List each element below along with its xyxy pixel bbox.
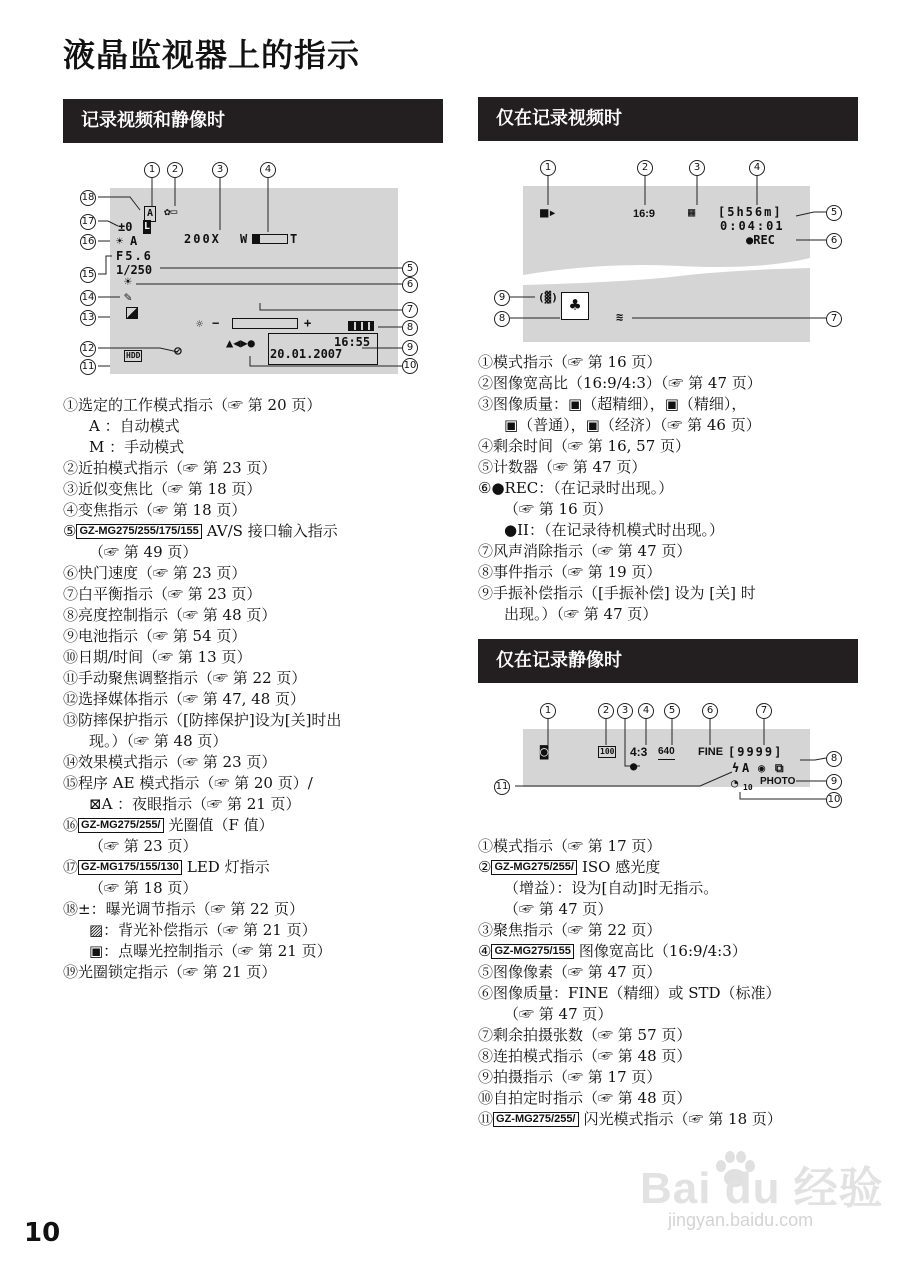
callout-18: 18 [80,190,96,206]
callout-2: 2 [167,162,183,178]
item-text: ▣（普通），▣（经济）（☞ 第 46 页） [504,416,761,434]
item-number: ② [478,374,494,392]
list-item [478,394,762,415]
item-text: （☞ 第 47 页） [504,900,613,918]
item-number: ④ [478,942,492,960]
model-tag: GZ-MG275/155 [491,944,573,959]
item-number: ⑨ [478,584,494,602]
item-number: ⑩ [63,648,79,666]
item-number: ⑤ [478,458,494,476]
callout-7: 7 [826,311,842,327]
list-item [63,773,341,794]
list-item [63,920,341,941]
watermark-url: jingyan.baidu.com [668,1210,814,1230]
item-text: 电池指示（☞ 第 54 页） [78,627,247,645]
drop-guard-icon [126,307,138,319]
list-item [478,520,762,541]
item-text: 白平衡指示（☞ 第 23 页） [78,585,262,603]
item-text: 现。）（☞ 第 48 页） [89,732,228,750]
event-icon: ♣ [561,292,589,320]
item-number: ⑥ [63,564,79,582]
callout-2: 2 [637,160,653,176]
item-text: 变焦指示（☞ 第 18 页） [78,501,247,519]
section-header-still-only: 仅在记录静像时 [478,639,858,683]
list-item [63,731,341,752]
item-number: ④ [63,501,79,519]
self-timer-value: 10 [743,783,753,792]
callout-5: 5 [664,703,680,719]
item-number: ⑲ [63,963,79,981]
list-item [478,1067,782,1088]
callout-2: 2 [598,703,614,719]
list-item [478,1025,782,1046]
image-stabilizer-icon: (▓) [538,291,558,304]
item-text: 手动聚焦调整指示（☞ 第 22 页） [78,669,307,687]
item-number: ① [478,353,494,371]
item-text: 选择媒体指示（☞ 第 47, 48 页） [78,690,306,708]
rec-indicator: ●REC [746,233,775,247]
callout-8: 8 [494,311,510,327]
item-number: ② [478,858,492,876]
callout-4: 4 [749,160,765,176]
battery-icon [348,321,374,331]
aspect-ratio: 4:3 [630,745,648,759]
date-time-box [268,333,378,365]
quality-fine: FINE [698,746,724,758]
list-item [478,1088,782,1109]
item-number: ⑦ [478,1026,494,1044]
white-balance-icon: ☀ [124,275,132,290]
callout-3: 3 [212,162,228,178]
remaining-shots: [9999] [728,745,784,759]
brightness-plus: + [304,316,312,330]
item-number: ② [63,459,79,477]
item-text: 剩余拍摄张数（☞ 第 57 页） [493,1026,692,1044]
item-text: 拍摄指示（☞ 第 17 页） [493,1068,662,1086]
callout-7: 7 [756,703,772,719]
effect-mode-icon: ✎ [124,290,132,305]
list-item [478,604,762,625]
list-item [63,647,341,668]
callout-3: 3 [617,703,633,719]
item-text: 图像质量：FINE（精细）或 STD（标准） [493,984,781,1002]
item-text: LED 灯指示 [186,858,270,876]
item-text: 计数器（☞ 第 47 页） [493,458,647,476]
section-header-video-only: 仅在记录视频时 [478,97,858,141]
night-eye-label: A [130,234,138,248]
item-number: ⑦ [478,542,494,560]
item-text: 效果模式指示（☞ 第 23 页） [78,753,277,771]
video-mode-icon: ■▸ [540,205,557,221]
item-text: （增益）：设为[自动]时无指示。 [504,879,719,897]
list-item [63,542,341,563]
list-item [478,352,762,373]
list-item [478,562,762,583]
hdd-icon: HDD [126,351,141,360]
list-item [63,752,341,773]
aperture-value: F5.6 [116,249,153,263]
flash-icon: ϟ [732,761,740,775]
callout-9: 9 [402,340,418,356]
item-number: ⑪ [478,1110,494,1128]
list-item [63,899,341,920]
callout-7: 7 [402,302,418,318]
exposure-value: ±0 [118,220,133,234]
list-item [63,416,341,437]
auto-mode-icon: A [144,206,156,222]
item-text: 程序 AE 模式指示（☞ 第 20 页）/ [78,774,313,792]
list-item [63,815,341,836]
item-text: ●II：（在记录待机模式时出现。） [504,521,724,539]
item-number: ⑦ [63,585,79,603]
callout-14: 14 [80,290,96,306]
callout-9: 9 [494,290,510,306]
list-item [478,457,762,478]
callout-4: 4 [260,162,276,178]
item-text: 图像宽高比（16:9/4:3） [578,942,747,960]
item-number: ④ [478,437,494,455]
callout-8: 8 [826,751,842,767]
callout-13: 13 [80,310,96,326]
item-number: ① [63,396,79,414]
callout-3: 3 [689,160,705,176]
night-eye-icon: ☀ [116,234,124,248]
item-number: ③ [63,480,79,498]
model-tag: GZ-MG275/255/ [493,1112,578,1127]
item-number: ⑤ [63,522,77,540]
list-item [63,563,341,584]
list-item [478,962,782,983]
item-text: 聚焦指示（☞ 第 22 页） [493,921,662,939]
quality-icon: ▦ [688,205,696,219]
item-text: 自拍定时指示（☞ 第 48 页） [493,1089,692,1107]
item-text: （☞ 第 16 页） [504,500,613,518]
item-text: ▨：背光补偿指示（☞ 第 21 页） [89,921,317,939]
indicator-list-video-still [63,395,341,983]
item-text: （☞ 第 49 页） [89,543,198,561]
list-item [63,941,341,962]
item-number: ⑪ [63,669,79,687]
watermark-brand: Bai du 经验 [640,1164,884,1213]
item-text: 日期/时间（☞ 第 13 页） [78,648,252,666]
item-number: ⑮ [63,774,79,792]
list-item [478,415,762,436]
list-item [478,899,782,920]
item-text: A ：自动模式 [89,417,180,435]
list-item [478,941,782,962]
callout-9: 9 [826,774,842,790]
item-text: 光圈值（F 值） [168,816,274,834]
image-size: 640 [658,745,675,760]
list-item [478,541,762,562]
model-tag: GZ-MG275/255/ [491,860,576,875]
list-item [478,857,782,878]
model-tag: GZ-MG175/155/130 [78,860,182,875]
page-number: 10 [24,1218,61,1248]
list-item [478,983,782,1004]
callout-16: 16 [80,234,96,250]
item-text: 剩余时间（☞ 第 16, 57 页） [493,437,691,455]
list-item [478,1109,782,1130]
brightness-minus: − [212,316,220,330]
callout-10: 10 [402,358,418,374]
zoom-t-label: T [290,232,298,246]
callout-17: 17 [80,214,96,230]
item-text: （☞ 第 47 页） [504,1005,613,1023]
item-number: ⑨ [478,1068,494,1086]
item-number: ⑥ [478,479,492,497]
item-number: ⑧ [478,563,494,581]
item-number: ⑭ [63,753,79,771]
item-text: 模式指示（☞ 第 16 页） [493,353,662,371]
item-text: 连拍模式指示（☞ 第 48 页） [493,1047,692,1065]
item-text: 图像质量：▣（超精细），▣（精细）， [493,395,747,413]
item-text: 光圈锁定指示（☞ 第 21 页） [78,963,277,981]
item-text: M ：手动模式 [89,438,185,456]
item-number: ⑬ [63,711,79,729]
item-text: 图像像素（☞ 第 47 页） [493,963,662,981]
item-text: 防摔保护指示（[防摔保护]设为[关]时出 [78,711,342,729]
item-number: ⑥ [478,984,494,1002]
callout-11: 11 [80,359,96,375]
callout-5: 5 [402,261,418,277]
item-text: 近拍模式指示（☞ 第 23 页） [78,459,277,477]
list-item [63,710,341,731]
item-text: 模式指示（☞ 第 17 页） [493,837,662,855]
list-item [478,373,762,394]
list-item [63,962,341,983]
list-item [478,1004,782,1025]
callout-6: 6 [702,703,718,719]
item-text: 选定的工作模式指示（☞ 第 20 页） [78,396,322,414]
list-item [478,836,782,857]
time-display: 16:55 [334,335,371,349]
list-item [63,458,341,479]
aspect-ratio: 16:9 [633,208,656,220]
list-item [63,878,341,899]
callout-8: 8 [402,320,418,336]
indicator-list-video-only [478,352,762,625]
list-item [478,1046,782,1067]
callout-11: 11 [494,779,510,795]
item-number: ⑯ [63,816,79,834]
remaining-time: [5h56m] [718,205,783,219]
item-text: ⊠A ：夜眼指示（☞ 第 21 页） [89,795,301,813]
item-number: ⑩ [478,1089,494,1107]
list-item [63,668,341,689]
item-text: 亮度控制指示（☞ 第 48 页） [78,606,277,624]
item-number: ③ [478,395,494,413]
item-number: ⑰ [63,858,79,876]
red-eye-icon: ◉ [758,761,766,775]
self-timer-icon: ◔ [731,776,739,790]
list-item [478,920,782,941]
list-item [478,499,762,520]
model-tag: GZ-MG275/255/175/155 [76,524,201,539]
page-title: 液晶监视器上的指示 [63,36,361,74]
callout-5: 5 [826,205,842,221]
callout-10: 10 [826,792,842,808]
item-text: 风声消除指示（☞ 第 47 页） [493,542,692,560]
shutter-speed: 1/250 [116,263,153,277]
focus-adjust-icon: ▲◀▶● [226,336,255,350]
zoom-w-label: W [240,232,248,246]
list-item [63,605,341,626]
iso-indicator: 100 [600,747,615,756]
list-item [63,836,341,857]
list-item [478,583,762,604]
item-text: ●REC：（在记录时出现。） [491,479,674,497]
brightness-icon: ☼ [196,317,204,331]
model-tag: GZ-MG275/255/ [78,818,163,833]
list-item [478,436,762,457]
item-text: 图像宽高比（16:9/4:3）（☞ 第 47 页） [493,374,762,392]
list-item [478,878,782,899]
callout-6: 6 [402,277,418,293]
callout-12: 12 [80,341,96,357]
item-text: （☞ 第 23 页） [89,837,198,855]
item-number: ⑨ [63,627,79,645]
flash-mode-label: A [742,761,750,775]
item-text: AV/S 接口输入指示 [206,522,338,540]
list-item [63,794,341,815]
item-text: ▣：点曝光控制指示（☞ 第 21 页） [89,942,332,960]
continuous-shooting-icon: ⧉ [775,761,784,775]
list-item [63,689,341,710]
callout-4: 4 [638,703,654,719]
callout-6: 6 [826,233,842,249]
list-item [63,857,341,878]
item-number: ⑧ [478,1047,494,1065]
item-number: ⑧ [63,606,79,624]
callout-1: 1 [540,703,556,719]
date-display: 20.01.2007 [270,347,343,361]
list-item [63,395,341,416]
wind-cut-icon: ≋ [616,310,624,324]
zoom-ratio: 200X [184,232,221,246]
list-item [63,479,341,500]
list-item [63,584,341,605]
callout-15: 15 [80,267,96,283]
item-text: 快门速度（☞ 第 23 页） [78,564,247,582]
item-number: ⑫ [63,690,79,708]
callout-1: 1 [540,160,556,176]
item-text: ISO 感光度 [581,858,661,876]
tele-macro-icon: ✿▭ [164,205,178,218]
callout-1: 1 [144,162,160,178]
item-number: ① [478,837,494,855]
list-item [478,478,762,499]
section-header-video-still: 记录视频和静像时 [63,99,443,143]
media-select-icon: ⊘ [174,344,182,359]
camera-mode-icon: ◙ [540,744,549,760]
item-number: ⑱ [63,900,79,918]
focus-icon: ● [630,759,638,773]
item-text: ±：曝光调节指示（☞ 第 22 页） [78,900,304,918]
shooting-indicator: PHOTO [760,776,796,787]
led-light-icon: L [144,221,151,232]
list-item [63,500,341,521]
counter: 0:04:01 [720,219,785,233]
item-text: 闪光模式指示（☞ 第 18 页） [583,1110,782,1128]
list-item [63,521,341,542]
item-text: 出现。）（☞ 第 47 页） [504,605,658,623]
brightness-bar [232,318,298,329]
indicator-list-still-only [478,836,782,1130]
item-text: （☞ 第 18 页） [89,879,198,897]
item-number: ③ [478,921,494,939]
list-item [63,626,341,647]
item-number: ⑤ [478,963,494,981]
item-text: 事件指示（☞ 第 19 页） [493,563,662,581]
item-text: 手振补偿指示（[手振补偿] 设为 [关] 时 [493,584,756,602]
list-item [63,437,341,458]
zoom-bar [252,234,288,244]
item-text: 近似变焦比（☞ 第 18 页） [78,480,262,498]
